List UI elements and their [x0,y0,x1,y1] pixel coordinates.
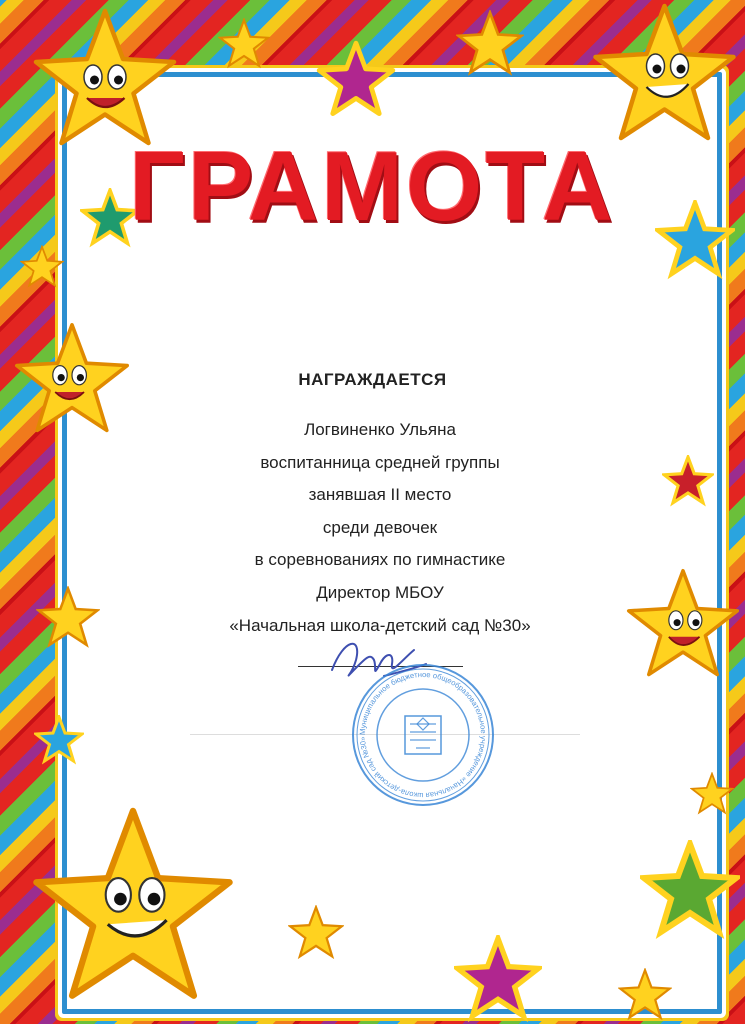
certificate-body [180,414,580,642]
star-icon [20,245,64,289]
star-icon [690,772,734,816]
star-icon [640,840,740,940]
competition-name: в соревнованиях по гимнастике [254,550,506,570]
awarded-label: НАГРАЖДАЕТСЯ [298,370,447,389]
star-icon [456,10,524,78]
official-stamp [348,660,498,810]
star-icon [34,715,84,765]
star-icon [454,935,542,1023]
star-icon [218,18,270,70]
certificate-title: ГРАМОТА [129,131,616,241]
recipient-name: Логвиненко Ульяна [304,420,456,439]
institution-name: «Начальная школа-детский сад №30» [229,615,531,635]
star-icon [36,586,100,650]
star-icon [662,455,714,507]
star-icon [618,968,672,1022]
smiling-star-icon [28,800,238,1015]
award-place: занявшая II место [308,485,452,505]
star-icon [316,40,396,120]
smiling-star-icon [582,0,745,150]
signatory-title: Директор МБОУ [316,582,444,602]
star-icon [288,905,344,961]
award-category: среди девочек [322,517,438,537]
smiling-star-icon [624,555,742,695]
stamp-ring-text: Муниципальное бюджетное общеобразовательное учреждение «Начальная школа-детский сад №30» [357,669,489,801]
recipient-group: воспитанница средней группы [260,452,500,472]
